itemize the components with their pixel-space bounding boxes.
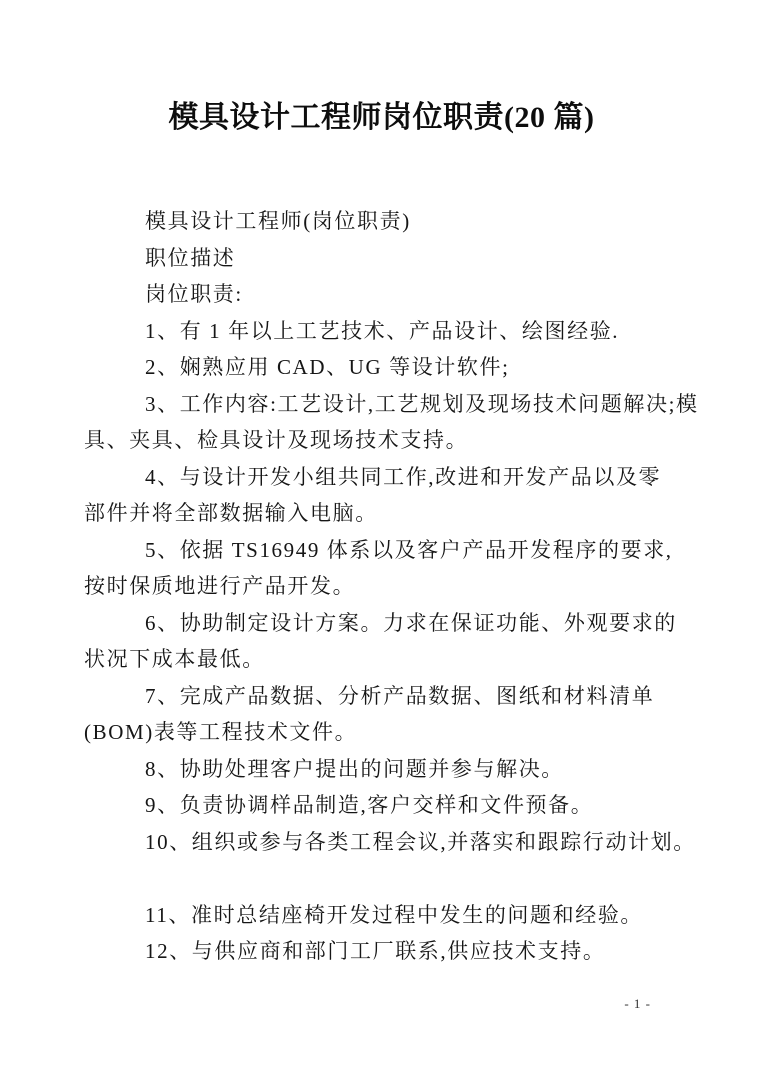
text-line: 部件并将全部数据输入电脑。 (84, 501, 378, 525)
text-line: 12、与供应商和部门工厂联系,供应技术支持。 (145, 939, 606, 963)
text-line: 5、依据 TS16949 体系以及客户产品开发程序的要求, (145, 537, 673, 562)
page-number: - 1 - (624, 996, 651, 1011)
text-line: (BOM)表等工程技术文件。 (84, 720, 358, 744)
text-line: 11、准时总结座椅开发过程中发生的问题和经验。 (145, 902, 644, 927)
text-line: 10、组织或参与各类工程会议,并落实和跟踪行动计划。 (145, 829, 696, 854)
blank-line (84, 860, 685, 897)
text-line: 状况下成本最低。 (84, 647, 265, 671)
text-line: 3、工作内容:工艺设计,工艺规划及现场技术问题解决;模 (145, 391, 699, 416)
text-line: 7、完成产品数据、分析产品数据、图纸和材料清单 (145, 683, 655, 708)
text-line: 6、协助制定设计方案。力求在保证功能、外观要求的 (145, 610, 677, 635)
document-title: 模具设计工程师岗位职责(20 篇) (168, 101, 595, 134)
text-line: 4、与设计开发小组共同工作,改进和开发产品以及零 (145, 464, 662, 489)
text-line: 模具设计工程师(岗位职责) (145, 209, 411, 233)
text-line: 9、负责协调样品制造,客户交样和文件预备。 (145, 793, 594, 817)
text-line: 8、协助处理客户提出的问题并参与解决。 (145, 756, 564, 781)
text-line: 职位描述 (145, 245, 236, 270)
text-line: 具、夹具、检具设计及现场技术支持。 (84, 428, 469, 452)
text-line: 2、娴熟应用 CAD、UG 等设计软件; (145, 355, 510, 379)
text-line: 岗位职责: (145, 282, 243, 306)
text-line: 按时保质地进行产品开发。 (84, 574, 356, 598)
text-line: 1、有 1 年以上工艺技术、产品设计、绘图经验. (145, 318, 620, 343)
document-body (84, 203, 699, 970)
